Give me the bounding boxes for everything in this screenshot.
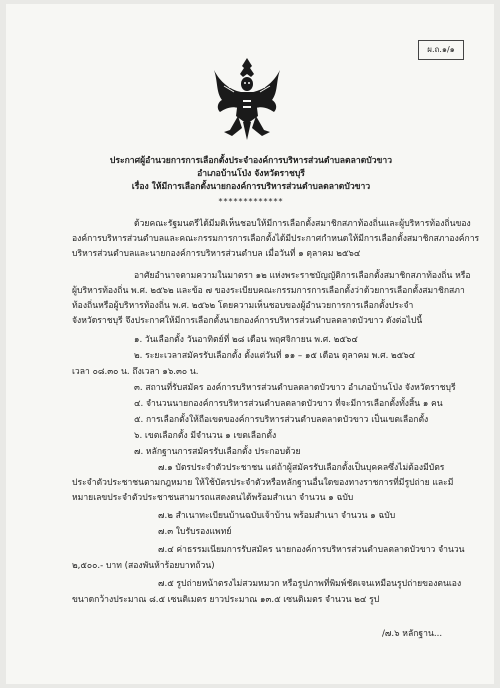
paragraph-2-line-2: ผู้บริหารท้องถิ่น พ.ศ. ๒๕๖๒ และข้อ ๗ ของระเบียบคณะกรรมการการเลือกตั้งว่าด้วยการเลือกตั้งสมาชิกสภา: [72, 286, 465, 296]
item-7-4-line-1: ๗.๔ ค่าธรรมเนียมการรับสมัคร นายกองค์การบริหารส่วนตำบลตลาดบัวขาว จำนวน: [158, 545, 465, 555]
item-7-3: ๗.๓ ใบรับรองแพทย์: [158, 527, 232, 537]
paragraph-1-line-3: บริหารส่วนตำบลและนายกองค์การบริหารส่วนตำบล เมื่อวันที่ ๑ ตุลาคม ๒๕๖๔: [72, 249, 361, 259]
item-7-1-line-3: หมายเลขประจำตัวประชาชนสามารถแสดงตนได้พร้อมสำเนา จำนวน ๑ ฉบับ: [72, 493, 354, 503]
announcement-location: อำเภอบ้านโป่ง จังหวัดราชบุรี: [197, 169, 305, 179]
item-2-application-period: ๒. ระยะเวลาสมัครรับเลือกตั้ง ตั้งแต่วันที่ ๑๑ – ๑๕ เดือน ตุลาคม พ.ศ. ๒๕๖๔: [134, 351, 416, 361]
garuda-emblem: [212, 56, 282, 142]
paragraph-1-line-1: ด้วยคณะรัฐมนตรีได้มีมติเห็นชอบให้มีการเลือกตั้งสมาชิกสภาท้องถิ่นและผู้บริหารท้องถิ่นของ: [134, 219, 471, 229]
item-7-1-line-2: ประจำตัวประชาชนตามกฎหมาย ให้ใช้บัตรประจำตัวหรือหลักฐานอื่นใดของทางราชการที่มีรูปถ่าย และมี: [72, 478, 454, 488]
item-7-2: ๗.๒ สำเนาทะเบียนบ้านฉบับเจ้าบ้าน พร้อมสำเนา จำนวน ๑ ฉบับ: [158, 511, 396, 521]
continued-next-page: /๗.๖ หลักฐาน...: [382, 629, 443, 639]
item-7-1-line-1: ๗.๑ บัตรประจำตัวประชาชน แต่ถ้าผู้สมัครรับเลือกตั้งเป็นบุคคลซึ่งไม่ต้องมีบัตร: [158, 463, 445, 473]
paragraph-2-line-1: อาศัยอำนาจตามความในมาตรา ๑๒ แห่งพระราชบัญญัติการเลือกตั้งสมาชิกสภาท้องถิ่น หรือ: [134, 271, 471, 281]
item-1-election-date: ๑. วันเลือกตั้ง วันอาทิตย์ที่ ๒๘ เดือน พฤศจิกายน พ.ศ. ๒๕๖๔: [134, 335, 358, 345]
item-3-application-place: ๓. สถานที่รับสมัคร องค์การบริหารส่วนตำบลตลาดบัวขาว อำเภอบ้านโป่ง จังหวัดราชบุรี: [134, 383, 456, 393]
item-4-number-of-seats: ๔. จำนวนนายกองค์การบริหารส่วนตำบลตลาดบัวขาว ที่จะมีการเลือกตั้งทั้งสิ้น ๑ คน: [134, 399, 443, 409]
announcement-subject: เรื่อง ให้มีการเลือกตั้งนายกองค์การบริหารส่วนตำบลตลาดบัวขาว: [131, 182, 371, 192]
announcement-title: ประกาศผู้อำนวยการการเลือกตั้งประจำองค์การบริหารส่วนตำบลตลาดบัวขาว: [109, 156, 393, 166]
item-7-5-line-2: ขนาดกว้างประมาณ ๘.๕ เซนติเมตร ยาวประมาณ ๑๓.๕ เซนติเมตร จำนวน ๒๔ รูป: [72, 595, 380, 605]
paragraph-1-line-2: องค์การบริหารส่วนตำบลและคณะกรรมการการเลือกตั้งได้มีประกาศกำหนดให้มีการเลือกตั้งสมาชิกสภาองค์การ: [72, 234, 480, 244]
paragraph-2-line-4: จังหวัดราชบุรี จึงประกาศให้มีการเลือกตั้งนายกองค์การบริหารส่วนตำบลตลาดบัวขาว ดังต่อไปนี้: [72, 316, 423, 326]
form-code-box: ผ.ถ.๑/๑: [418, 40, 464, 60]
item-7-5-line-1: ๗.๕ รูปถ่ายหน้าตรงไม่สวมหมวก หรือรูปภาพที่พิมพ์ชัดเจนเหมือนรูปถ่ายของตนเอง: [158, 579, 462, 589]
item-7-required-documents: ๗. หลักฐานการสมัครรับเลือกตั้ง ประกอบด้วย: [134, 447, 301, 457]
item-6-constituency-count: ๖. เขตเลือกตั้ง มีจำนวน ๑ เขตเลือกตั้ง: [134, 431, 277, 441]
document-page: [6, 4, 494, 684]
paragraph-2-line-3: ท้องถิ่นหรือผู้บริหารท้องถิ่น พ.ศ. ๒๕๖๒ โดยความเห็นชอบของผู้อำนวยการการเลือกตั้งประจำ: [72, 301, 414, 311]
item-5-constituency: ๕. การเลือกตั้งให้ถือเขตของค์การบริหารส่วนตำบลตลาดบัวขาว เป็นเขตเลือกตั้ง: [134, 415, 429, 425]
item-7-4-line-2: ๒,๕๐๐.- บาท (สองพันห้าร้อยบาทถ้วน): [72, 561, 215, 571]
separator-stars: *************: [218, 197, 284, 206]
item-2-application-time: เวลา ๐๘.๓๐ น. ถึงเวลา ๑๖.๓๐ น.: [72, 367, 199, 377]
